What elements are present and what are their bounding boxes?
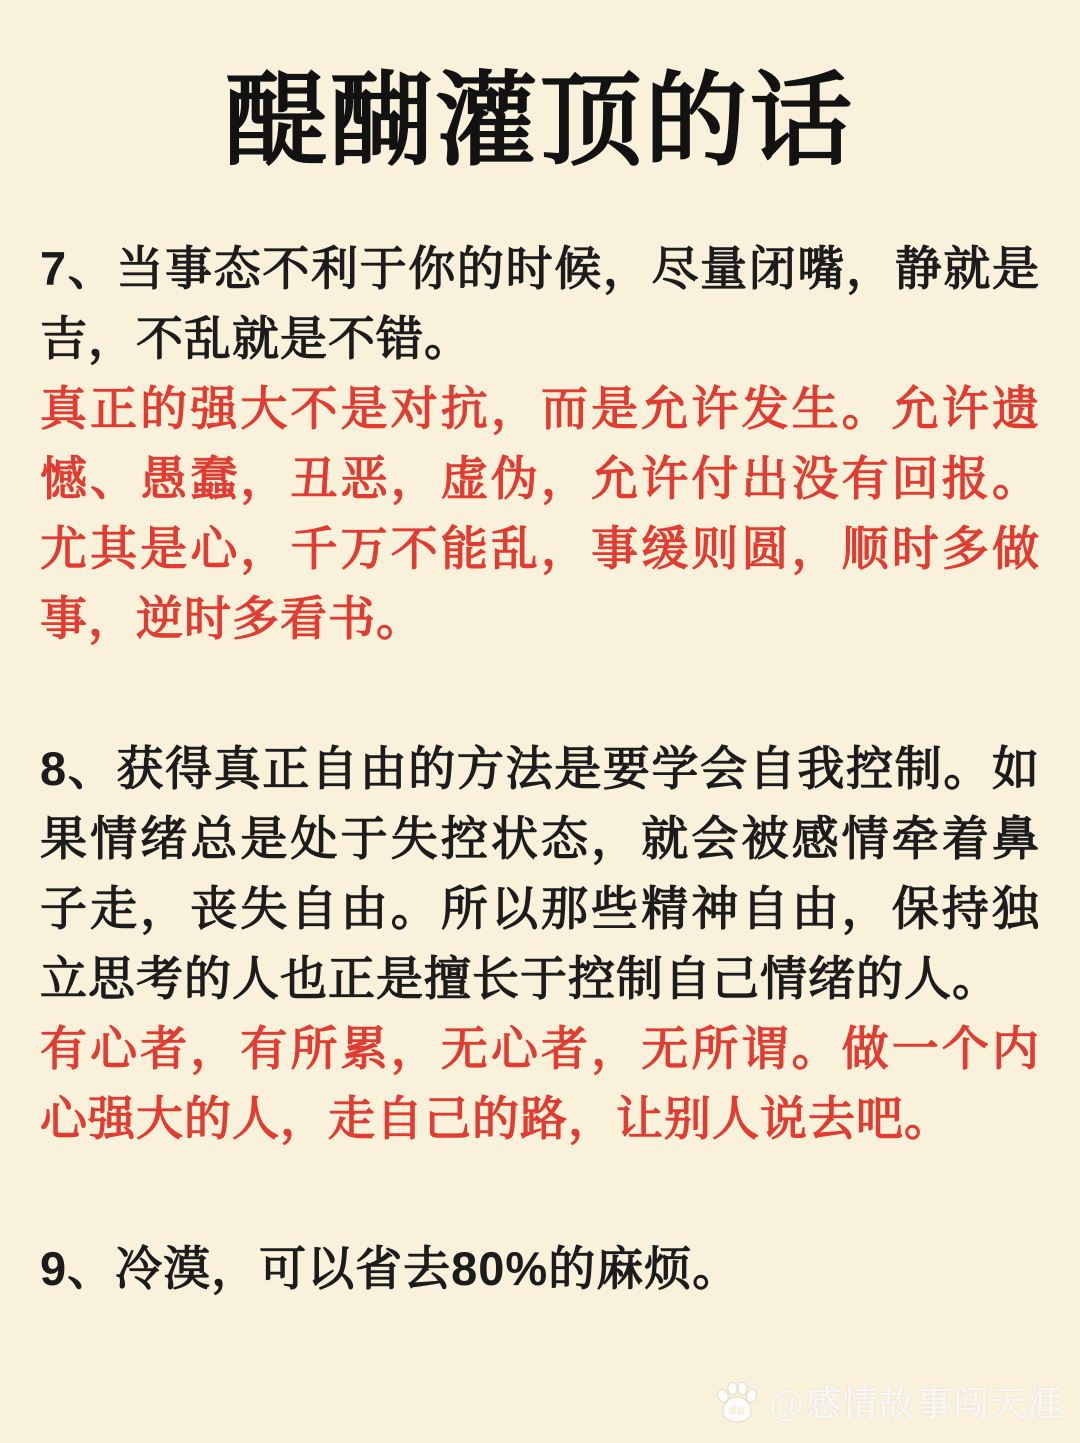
quote-7-red-text: 真正的强大不是对抗，而是允许发生。允许遗憾、愚蠢，丑恶，虚伪，允许付出没有回报。尤其是心，千万不能乱，事缓则圆，顺时多做事，逆时多看书。 xyxy=(40,382,1040,646)
paw-du-label: du xyxy=(728,1402,746,1417)
quote-8-red-text: 有心者，有所累，无心者，无所谓。做一个内心强大的人，走自己的路，让别人说去吧。 xyxy=(40,1022,1040,1146)
watermark-handle: @感情故事闯天涯 xyxy=(768,1383,1064,1424)
baidu-paw-icon xyxy=(713,1379,761,1425)
quote-section-9 xyxy=(40,1234,1040,1304)
quote-7-black-text: 7、当事态不利于你的时候，尽量闭嘴，静就是吉，不乱就是不错。 xyxy=(40,242,1040,366)
watermark xyxy=(713,1376,1064,1427)
quote-list xyxy=(0,180,1080,1304)
quote-section-8 xyxy=(40,734,1040,1154)
quote-9-black-text: 9、冷漠，可以省去80%的麻烦。 xyxy=(40,1242,741,1296)
quote-section-7 xyxy=(40,234,1040,654)
quote-8-black-text: 8、获得真正自由的方法是要学会自我控制。如果情绪总是处于失控状态，就会被感情牵着鼻子走，丧失自由。所以那些精神自由，保持独立思考的人也正是擅长于控制自己情绪的人。 xyxy=(40,742,1040,1006)
page-title: 醍醐灌顶的话 xyxy=(225,64,855,178)
